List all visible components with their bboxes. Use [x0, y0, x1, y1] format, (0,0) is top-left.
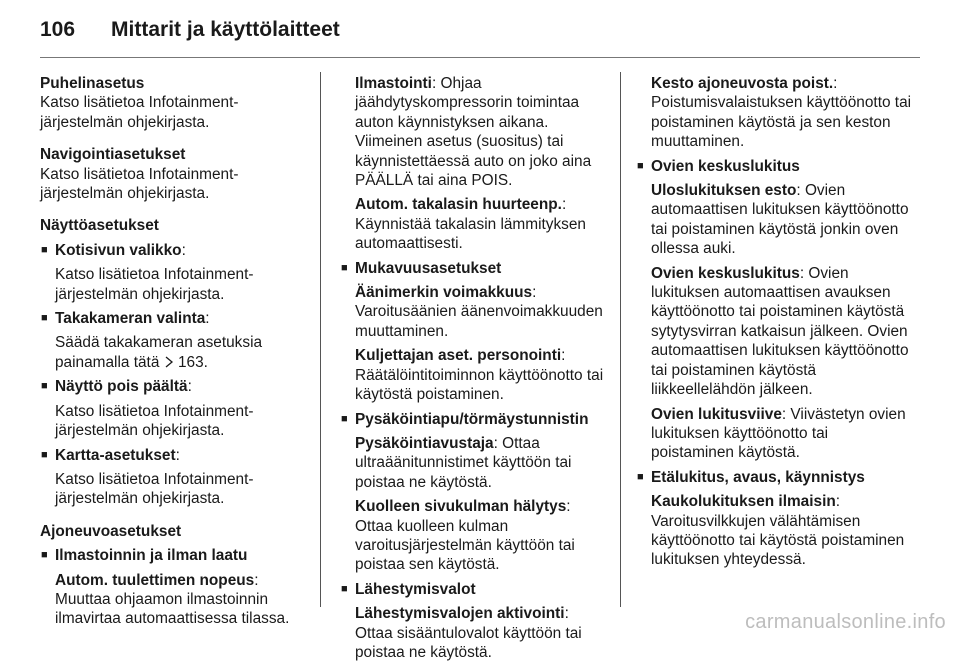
setting-label: Lähestymisvalojen aktivointi [355, 605, 565, 623]
bullet-item: ■ Takakameran valinta: [40, 309, 310, 328]
section-body: Katso lisätietoa Infotainment-järjestelmän ohjekirjasta. [40, 165, 239, 203]
setting-text: : Poistumisvalaistuksen käyttöönotto tai poistaminen käytöstä ja sen keston muuttaminen. [651, 75, 912, 151]
bullet-item: ■ Kartta-asetukset: [40, 446, 310, 465]
column-2 [355, 74, 605, 662]
page-number: 106 [40, 18, 76, 41]
watermark: carmanualsonline.info [745, 611, 946, 633]
page-reference: 163. [177, 353, 208, 371]
setting-text: : Muuttaa ohjaamon ilmastoinnin ilmavirtaa automaattisessa tilassa. [55, 571, 290, 628]
setting-label: Pysäköintiavustaja [355, 434, 494, 452]
setting-label: Ovien lukitusviive [651, 405, 782, 423]
setting-text: : Ottaa sisääntulovalot käyttöön tai poistaa ne käytöstä. [355, 605, 582, 661]
setting-entry [355, 346, 605, 404]
bullet-title: Kotisivun valikko [55, 241, 182, 259]
bullet-item [40, 546, 310, 565]
section-display-settings [40, 216, 310, 508]
setting-entry [355, 604, 605, 662]
bullet-item: ■ Näyttö pois päältä: [40, 377, 310, 396]
header-rule [40, 57, 920, 58]
column-3 [651, 74, 913, 570]
setting-text: : Ohjaa jäähdytyskompressorin toimintaa auton käynnistyksen aikana. Viimeinen asetus (suositus) tai käynnistettäessä auto on joko aina PÄÄLLÄ tai aina POIS. [355, 75, 592, 190]
bullet-body: Katso lisätietoa Infotainment-järjestelmän ohjekirjasta. [55, 266, 254, 303]
setting-entry [355, 497, 605, 575]
setting-label: Äänimerkin voimakkuus [355, 284, 533, 302]
setting-label: Kuljettajan aset. personointi [355, 347, 562, 365]
setting-text: : Räätälöintitoiminnon käyttöönotto tai käytöstä poistaminen. [355, 347, 604, 404]
setting-label: Ilmastointi [355, 75, 432, 92]
bullet-item [636, 468, 913, 487]
bullet-item: ■ Kotisivun valikko: [40, 241, 310, 260]
section-title: Navigointiasetukset [40, 146, 186, 164]
bullet-title: Etälukitus, avaus, käynnistys [651, 468, 865, 486]
setting-entry [40, 571, 310, 629]
setting-label: Kaukolukituksen ilmaisin [651, 493, 836, 511]
setting-entry [651, 74, 913, 152]
section-body: Katso lisätietoa Infotainment-järjestelmän ohjekirjasta. [40, 94, 239, 131]
setting-entry [355, 74, 605, 190]
setting-entry [355, 195, 605, 253]
setting-text: : Ottaa ultraäänitunnistimet käyttöön tai poistaa ne käytöstä. [355, 434, 572, 491]
setting-label: Kuolleen sivukulman hälytys [355, 498, 567, 516]
setting-entry [651, 492, 913, 570]
setting-entry [355, 283, 605, 341]
bullet-body: Säädä takakameran asetuksia painamalla tätä 163. [55, 334, 263, 371]
setting-label: Uloslukituksen esto [651, 182, 797, 200]
setting-text: : Varoitusäänien äänenvoimakkuuden muuttaminen. [355, 284, 603, 340]
column-divider [320, 72, 321, 607]
page-title: Mittarit ja käyttölaitteet [111, 18, 340, 41]
setting-text: : Viivästetyn ovien lukituksen käyttöönotto tai poistaminen käytöstä. [651, 405, 906, 462]
setting-text: : Ovien automaattisen lukituksen käyttöönotto tai poistaminen käytöstä jonkin oven ollessa auki. [651, 182, 909, 258]
bullet-title: Ovien keskuslukitus [651, 157, 800, 175]
setting-text: : Ottaa kuolleen kulman varoitusjärjestelmän käyttöön tai poistaa sen käytöstä. [355, 498, 575, 574]
bullet-item [636, 157, 913, 176]
bullet-title: Näyttö pois päältä [55, 378, 188, 396]
bullet-title: Ilmastoinnin ja ilman laatu [55, 547, 248, 565]
setting-entry [651, 405, 913, 463]
section-vehicle-settings [40, 522, 310, 629]
setting-label: Kesto ajoneuvosta poist. [651, 75, 834, 92]
section-navigation-settings [40, 145, 310, 203]
bullet-body: Katso lisätietoa Infotainment-järjestelmän ohjekirjasta. [55, 470, 254, 508]
section-title: Näyttöasetukset [40, 217, 159, 235]
section-title: Puhelinasetus [40, 75, 145, 92]
setting-entry [355, 434, 605, 492]
bullet-title: Lähestymisvalot [355, 580, 476, 598]
setting-entry [651, 264, 913, 400]
setting-text: : Ovien lukituksen automaattisen avauksen käyttöönotto tai poistaminen käytöstä sytytysvirran katkaisun jälkeen. Ovien automaattisen lukituksen käyttöönotto tai poistaminen käytöstä liikkeellelähdön jälkeen. [651, 264, 909, 399]
setting-entry [651, 181, 913, 259]
bullet-title: Mukavuusasetukset [355, 259, 502, 277]
section-phone-settings [40, 74, 310, 132]
bullet-title: Takakameran valinta [55, 310, 206, 328]
setting-label: Autom. tuulettimen nopeus [55, 571, 255, 589]
bullet-title: Pysäköintiapu/törmäystunnistin [355, 410, 589, 428]
column-divider [620, 72, 621, 607]
bullet-body: Katso lisätietoa Infotainment-järjestelmän ohjekirjasta. [55, 402, 254, 440]
bullet-title: Kartta-asetukset [55, 446, 176, 464]
column-1 [40, 74, 310, 642]
setting-text: : Varoitusvilkkujen välähtämisen käyttöönotto tai käytöstä poistaminen lukituksen yhteydessä. [651, 493, 905, 569]
setting-label: Autom. takalasin huurteenp. [355, 196, 562, 214]
section-title: Ajoneuvoasetukset [40, 522, 182, 540]
bullet-item [340, 259, 605, 278]
bullet-item [340, 410, 605, 429]
page-reference-arrow-icon [164, 356, 174, 368]
setting-label: Ovien keskuslukitus [651, 264, 800, 282]
page-header [40, 18, 340, 48]
setting-text: : Käynnistää takalasin lämmityksen automaattisesti. [355, 196, 586, 253]
bullet-item [340, 580, 605, 599]
